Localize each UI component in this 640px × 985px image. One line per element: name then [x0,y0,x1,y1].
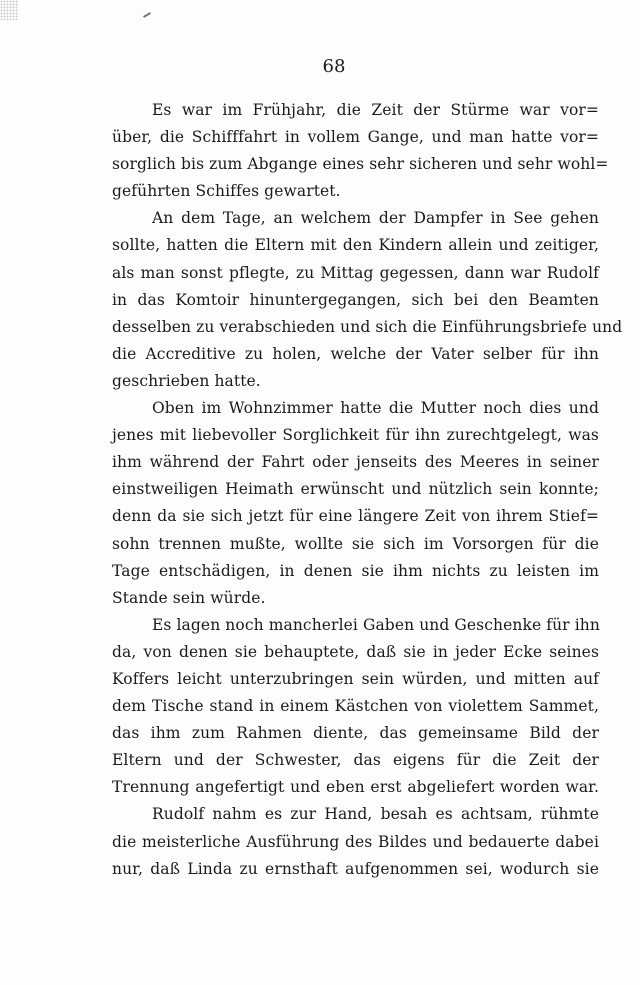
text-line: sollte, hatten die Eltern mit den Kindern allein und zeitiger, [112,236,599,255]
page-number: 68 [322,56,346,77]
text-line: über, die Schifffahrt in vollem Gange, und man hatte vor= [112,128,599,147]
text-line: in das Komtoir hinuntergegangen, sich bei den Beamten [112,290,599,309]
text-line: dem Tische stand in einem Kästchen von violettem Sammet, [112,697,599,716]
text-line: jenes mit liebevoller Sorglichkeit für ihn zurechtgelegt, was [112,426,599,445]
scan-mark [143,12,151,18]
text-line: Stande sein würde. [112,588,266,607]
text-line: Tage entschädigen, in denen sie ihm nichts zu leisten im [112,561,599,580]
text-line: das ihm zum Rahmen diente, das gemeinsame Bild der [112,724,599,743]
text-line: die meisterliche Ausführung des Bildes und bedauerte dabei [112,832,599,851]
scan-edge-noise [0,0,18,20]
text-line: Es war im Frühjahr, die Zeit der Stürme war vor= [152,101,599,119]
text-line: Es lagen noch mancherlei Gaben und Geschenke für ihn [152,615,600,634]
text-line: ihm während der Fahrt oder jenseits des Meeres in seiner [112,453,599,472]
text-line: als man sonst pflegte, zu Mittag gegessen, dann war Rudolf [112,263,599,282]
text-line: sorglich bis zum Abgange eines sehr sicheren und sehr wohl= [112,155,609,174]
text-line: desselben zu verabschieden und sich die Einführungsbriefe und [112,317,623,336]
text-line: Trennung angefertigt und eben erst abgeliefert worden war. [112,778,599,797]
text-line: Rudolf nahm es zur Hand, besah es achtsam, rühmte [152,805,599,824]
text-line: da, von denen sie behauptete, daß sie in jeder Ecke seines [112,642,599,661]
text-line: die Accreditive zu holen, welche der Vater selber für ihn [112,344,599,363]
text-line: Koffers leicht unterzubringen sein würden, und mitten auf [112,669,599,688]
text-line: nur, daß Linda zu ernsthaft aufgenommen sei, wodurch sie [112,859,599,878]
text-line: An dem Tage, an welchem der Dampfer in See gehen [152,209,599,228]
text-line: einstweiligen Heimath erwünscht und nützlich sein konnte; [112,480,599,499]
text-line: Oben im Wohnzimmer hatte die Mutter noch dies und [152,399,599,418]
text-line: geführten Schiffes gewartet. [112,182,341,201]
body-text [112,97,623,883]
text-line: geschrieben hatte. [112,371,261,390]
text-line: denn da sie sich jetzt für eine längere Zeit von ihrem Stief= [112,507,599,526]
text-line: sohn trennen mußte, wollte sie sich im Vorsorgen für die [112,534,599,553]
text-line: Eltern und der Schwester, das eigens für die Zeit der [112,751,599,770]
